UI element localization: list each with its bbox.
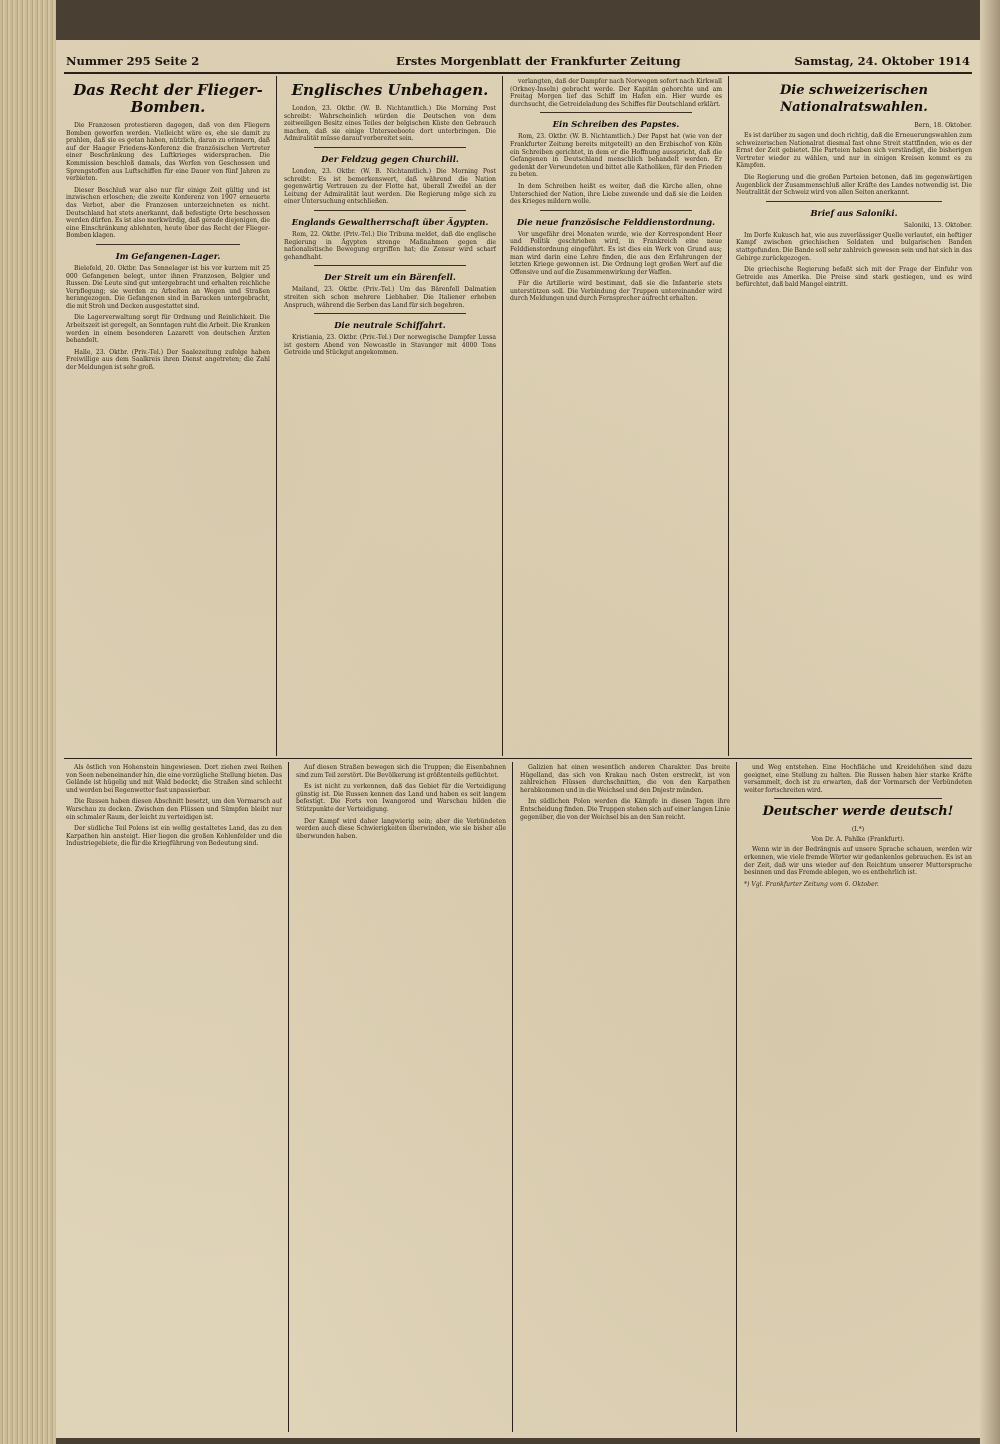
article-text: Als östlich von Hohenstein hingewiesen. Dort ziehen zwei Reihen von Seen nebeneinander hin, die eine vorzügliche Stellung bieten. Das Gelände ist hügelig und mit Wald bedeckt; die Straßen sind schlecht und werden bei Regenwetter fast unpassierbar. bbox=[66, 764, 282, 794]
article-text: Die griechische Regierung befaßt sich mit der Frage der Einfuhr von Getreide aus Amerika. Die Preise sind stark gestiegen, und es wird befürchtet, daß bald Mangel eintritt. bbox=[736, 266, 972, 289]
column-englisches-unbehagen bbox=[284, 78, 496, 754]
subhead-felddienstordnung: Die neue französische Felddienstordnung. bbox=[516, 216, 716, 227]
column-rule-1 bbox=[276, 76, 277, 756]
divider bbox=[774, 798, 942, 799]
subhead-feldzug-churchill: Der Feldzug gegen Churchill. bbox=[321, 153, 459, 164]
lower-column-4 bbox=[744, 764, 972, 1432]
divider bbox=[766, 201, 942, 202]
dateline-bern: Bern, 18. Oktober. bbox=[914, 122, 972, 129]
lower-column-1 bbox=[66, 764, 282, 1432]
article-text: Der Kampf wird daher langwierig sein; aber die Verbündeten werden auch diese Schwierigkeiten überwinden, wie sie bisher alle überwunden haben. bbox=[296, 817, 506, 840]
article-text: Die Regierung und die großen Parteien betonen, daß im gegenwärtigen Augenblick der Zusammenschluß aller Kräfte des Landes notwendig ist. Die Neutralität der Schweiz wird von allen Seiten anerkannt. bbox=[736, 173, 972, 197]
article-text: und Weg entstehen. Eine Hochfläche und Kreidehöhen sind dazu geeignet, eine Stellung zu halten. Die Russen haben hier starke Kräfte versammelt, doch ist zu erwarten, daß der Vormarsch der Verbündeten weiter fortschreiten wird. bbox=[744, 764, 972, 794]
newspaper-name: Erstes Morgenblatt der Frankfurter Zeitung bbox=[396, 54, 681, 68]
subhead-neutrale-schiffahrt: Die neutrale Schiffahrt. bbox=[334, 320, 446, 331]
headline-englisches-unbehagen: Englisches Unbehagen. bbox=[291, 81, 489, 99]
headline-deutscher-werde-deutsch: Deutscher werde deutsch! bbox=[762, 804, 954, 820]
article-text: Im Dorfe Kukusch hat, wie aus zuverlässiger Quelle verlautet, ein heftiger Kampf zwischen griechischen Soldaten und bulgarischen Banden stattgefunden. Die Bande soll sehr zahlreich gewesen sein und hat sich in das Gebirge zurückgezogen. bbox=[736, 231, 972, 262]
column-papst bbox=[510, 78, 722, 754]
article-text: Halle, 23. Oktbr. (Priv.-Tel.) Der Saalezeitung zufolge haben Freiwillige aus dem Saalkreis ihren Dienst angetreten; die Zahl der Meldungen ist sehr groß. bbox=[66, 348, 270, 372]
headline-nationalratswahlen: Die schweizerischen Nationalratswahlen. bbox=[780, 83, 928, 115]
newspaper-page bbox=[56, 40, 980, 1438]
divider bbox=[314, 210, 466, 211]
divider bbox=[540, 210, 692, 211]
article-text: Die Franzosen protestieren dagegen, daß von den Fliegern Bomben geworfen werden. Vielleicht wäre es, ehe sie damit zu prahlen, daß sie es getan haben, nützlich, daran zu erinnern, daß auf der Haager Friedens-Konferenz die französischen Vertreter einer Beschränkung des Luftkrieges widersprachen. Die Kommission beschloß damals, das Werfen von Geschossen und Sprengstoffen aus Luftschiffen für eine Dauer von fünf Jahren zu verbieten. bbox=[66, 122, 270, 183]
divider bbox=[96, 244, 240, 245]
subhead-baerenfell: Der Streit um ein Bärenfell. bbox=[324, 272, 456, 283]
article-text: Es ist darüber zu sagen und doch richtig, daß die Erneuerungswahlen zum schweizerischen Nationalrat diesmal fast ohne Streit stattfinden, wie es der Ernst der Zeit gebietet. Die Parteien haben sich verständigt, die bisherigen Vertreter wieder zu wählen, und nur in einigen Kreisen kommt es zu Kämpfen. bbox=[736, 132, 972, 170]
article-text: Dieser Beschluß war also nur für einige Zeit gültig und ist inzwischen erloschen; die zweite Konferenz von 1907 erneuerte das Verbot, aber die Franzosen unterzeichneten es nicht. Deutschland hat stets anerkannt, daß befestigte Orte beschossen werden dürfen. Es ist also merkwürdig, daß gerade diejenigen, die eine Einschränkung ablehnten, heute über das Recht der Flieger-Bomben klagen. bbox=[66, 186, 270, 240]
issue-number: Nummer 295 Seite 2 bbox=[66, 54, 200, 68]
article-text: Vor ungefähr drei Monaten wurde, wie der Korrespondent Heer und Politik geschrieben wird, in Frankreich eine neue Felddienstordnung eingeführt. Es ist dies ein Werk von Grund aus; man wird darin eine Lehre finden, die aus den Erfahrungen der letzten Kriege gewonnen ist. Die Ordnung legt großen Wert auf die Offensive und auf die Zusammenwirkung der Waffen. bbox=[510, 230, 722, 276]
subhead-brief-saloniki: Brief aus Saloniki. bbox=[810, 207, 898, 218]
book-spine bbox=[0, 0, 56, 1444]
article-text: Rom, 22. Oktbr. (Priv.-Tel.) Die Tribuna meldet, daß die englische Regierung in Ägypten strenge Maßnahmen gegen die nationalistische Bewegung ergriffen hat; die Zensur wird scharf gehandhabt. bbox=[284, 230, 496, 261]
lower-column-2 bbox=[296, 764, 506, 1432]
subhead-schreiben-papstes: Ein Schreiben des Papstes. bbox=[552, 119, 680, 130]
article-text: Die Lagerverwaltung sorgt für Ordnung und Reinlichkeit. Die Arbeitszeit ist geregelt, an Sonntagen ruht die Arbeit. Die Kranken werden in einem besonderen Lazarett von deutschen Ärzten behandelt. bbox=[66, 314, 270, 345]
article-text: Es ist nicht zu verkennen, daß das Gebiet für die Verteidigung günstig ist. Die Russen kennen das Land und haben es seit langem befestigt. Die Forts von Iwangorod und Warschau bilden die Stützpunkte der Verteidigung. bbox=[296, 783, 506, 813]
article-text: Rom, 23. Oktbr. (W. B. Nichtamtlich.) Der Papst hat (wie von der Frankfurter Zeitung bereits mitgeteilt) an den Erzbischof von Köln ein Schreiben gerichtet, in dem er die Hoffnung ausspricht, daß die Gefangenen in Deutschland menschlich behandelt werden. Er gedenkt der Verwundeten und bittet alle Katholiken, für den Frieden zu beten. bbox=[510, 133, 722, 179]
divider bbox=[314, 265, 466, 266]
page-edge bbox=[980, 0, 1000, 1444]
divider bbox=[314, 147, 466, 148]
part-number: (I.*) bbox=[851, 826, 865, 834]
column-rule-4 bbox=[288, 762, 289, 1432]
divider bbox=[314, 313, 466, 314]
article-text: Auf diesen Straßen bewegen sich die Truppen; die Eisenbahnen sind zum Teil zerstört. Die Bevölkerung ist größtenteils geflüchtet. bbox=[296, 764, 506, 779]
column-flieger-bomben bbox=[66, 78, 270, 754]
footnote: *) Vgl. Frankfurter Zeitung vom 6. Oktober. bbox=[744, 880, 879, 888]
article-text: Bielefeld, 20. Oktbr. Das Sennelager ist bis vor kurzem mit 25 000 Gefangenen belegt, unter ihnen Franzosen, Belgier und Russen. Die Leute sind gut untergebracht und erhalten reichliche Verpflegung; sie werden zu Arbeiten an Wegen und Straßen herangezogen. Die Gefangenen sind in Baracken untergebracht, die mit Stroh und Decken ausgestattet sind. bbox=[66, 264, 270, 310]
article-text: verlangten, daß der Dampfer nach Norwegen sofort nach Kirkwall (Orkney-Inseln) gebracht werde. Der Kapitän gehorchte und am Freitag Morgen lief das Schiff im Hafen ein. Hier wurde es durchsucht, die Getreideladung des Schiffes für Deutschland erklärt. bbox=[510, 78, 722, 108]
article-text: Der südliche Teil Polens ist ein wellig gestaltetes Land, das zu den Karpathen hin ansteigt. Hier liegen die großen Kohlenfelder und die Industriegebiete, die für die Kriegführung von Bedeutung sind. bbox=[66, 825, 282, 848]
article-text: Mailand, 23. Oktbr. (Priv.-Tel.) Um das Bärenfell Dalmatien streiten sich schon mehrere Liebhaber. Die Italiener erheben Anspruch, während die Serben das Land für sich begehren. bbox=[284, 286, 496, 309]
article-text: London, 23. Oktbr. (W. B. Nichtamtlich.) Die Morning Post schreibt: Wahrscheinlich würden die Deutschen von dem zeitweiligen Besitz eines Teiles der belgischen Küste den Gebrauch machen, daß sie einige Unterseeboote dort unterbringen. Die Admiralität müsse darauf vorbereitet sein. bbox=[284, 105, 496, 143]
article-text: Für die Artillerie wird bestimmt, daß sie die Infanterie stets unterstützen soll. Die Verbindung der Truppen untereinander wird durch Meldungen und durch Fernsprecher aufrecht erhalten. bbox=[510, 280, 722, 303]
article-text: In dem Schreiben heißt es weiter, daß die Kirche allen, ohne Unterschied der Nation, ihre Liebe zuwende und daß sie die Leiden des Krieges mildern wolle. bbox=[510, 182, 722, 206]
subhead-gefangenen-lager: Im Gefangenen-Lager. bbox=[115, 250, 221, 261]
lower-column-3 bbox=[520, 764, 730, 1432]
article-text: London, 23. Oktbr. (W. B. Nichtamtlich.) Die Morning Post schreibt: Es ist bemerkenswert, daß während die Nation gegenwärtig Vertrauen zu der Flotte hat, überall Zweifel an der Leitung der Admiralität laut werden. Die Regierung möge sich zu einer Untersuchung entschließen. bbox=[284, 167, 496, 206]
column-rule-5 bbox=[512, 762, 513, 1432]
article-text: Im südlichen Polen werden die Kämpfe in diesen Tagen ihre Entscheidung finden. Die Truppen stehen sich auf einer langen Linie gegenüber, die von der Weichsel bis an den San reicht. bbox=[520, 798, 730, 821]
header-rule bbox=[64, 72, 972, 74]
article-text: Kristiania, 23. Oktbr. (Priv.-Tel.) Der norwegische Dampfer Lussa ist gestern Abend von Newcastle in Stavanger mit 4000 Tons Getreide und Stückgut angekommen. bbox=[284, 334, 496, 357]
page-header bbox=[66, 48, 970, 70]
column-rule-2 bbox=[502, 76, 503, 756]
section-rule bbox=[64, 758, 972, 759]
column-rule-3 bbox=[728, 76, 729, 756]
issue-date: Samstag, 24. Oktober 1914 bbox=[794, 54, 970, 68]
subhead-aegypten: Englands Gewaltherrschaft über Ägypten. bbox=[291, 216, 489, 227]
article-text: Galizien hat einen wesentlich anderen Charakter. Das breite Hügelland, das sich von Krakau nach Osten erstreckt, ist von zahlreichen Flüssen durchschnitten, die von den Karpathen herabkommen und in die Weichsel und den Dnjestr münden. bbox=[520, 764, 730, 794]
article-text: Die Russen haben diesen Abschnitt besetzt, um den Vormarsch auf Warschau zu decken. Zwischen den Flüssen und Sümpfen bleibt nur ein schmaler Raum, der leicht zu verteidigen ist. bbox=[66, 798, 282, 821]
dateline-saloniki: Saloniki, 13. Oktober. bbox=[904, 221, 972, 229]
column-rule-6 bbox=[736, 762, 737, 1432]
byline: Von Dr. A. Pahlke (Frankfurt). bbox=[811, 836, 905, 844]
article-text: Wenn wir in der Bedrängnis auf unsere Sprache schauen, werden wir erkennen, wie viele fremde Wörter wir gedankenlos gebrauchen. Es ist an der Zeit, daß wir uns wieder auf den Reichtum unserer Muttersprache besinnen und das Fremde ablegen, wo es entbehrlich ist. bbox=[744, 846, 972, 877]
divider bbox=[540, 112, 692, 113]
headline-flieger-bomben: Das Recht der Flieger-Bomben. bbox=[73, 81, 263, 116]
column-nationalratswahlen bbox=[736, 78, 972, 754]
